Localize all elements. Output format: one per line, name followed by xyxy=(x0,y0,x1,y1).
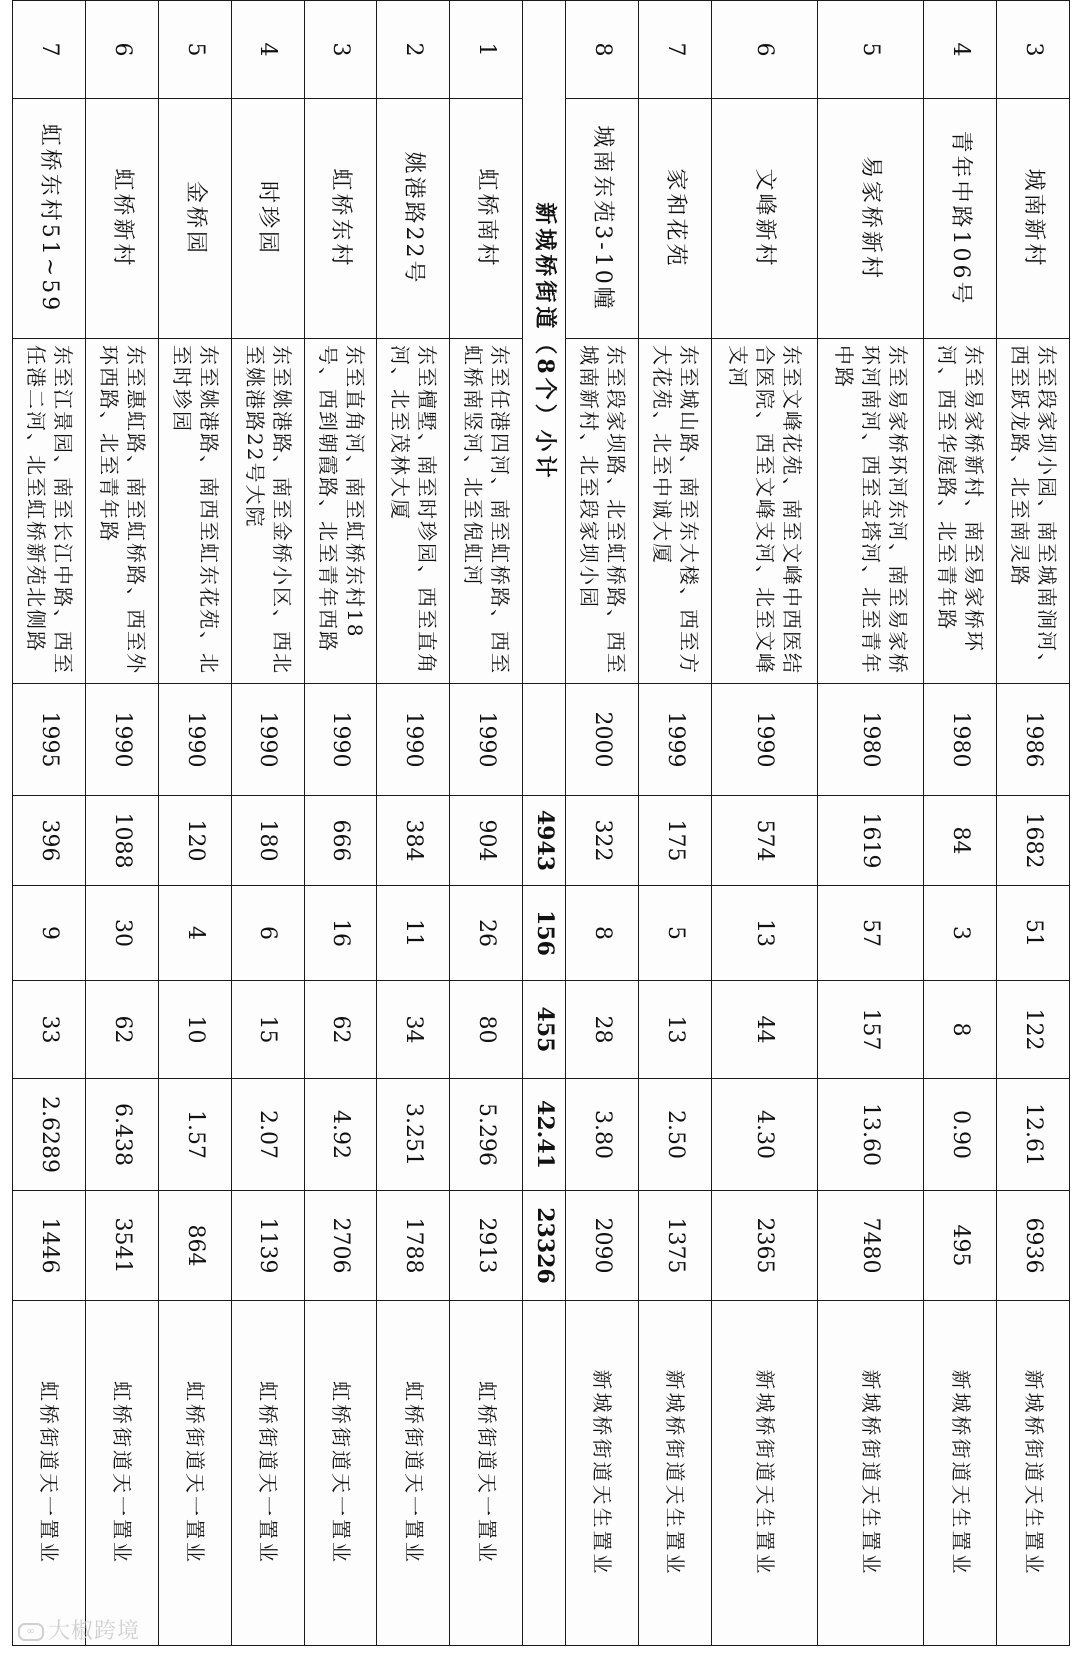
cell-buildings: 30 xyxy=(85,886,158,981)
cell-name: 虹桥东村 xyxy=(304,99,377,339)
cell-unit: 新城桥街道天生置业 xyxy=(997,1301,1070,1646)
cell-unit: 新城桥街道天生置业 xyxy=(566,1301,639,1646)
cell-buildings: 5 xyxy=(638,886,711,981)
cell-name: 虹桥东村51~59 xyxy=(13,99,86,339)
subtotal-area: 42.41 xyxy=(523,1079,566,1191)
cell-units: 62 xyxy=(304,981,377,1079)
cell-no: 6 xyxy=(711,1,817,99)
cell-year: 1990 xyxy=(711,684,817,796)
cell-buildings: 8 xyxy=(566,886,639,981)
cell-year: 2000 xyxy=(566,684,639,796)
cell-units: 10 xyxy=(158,981,231,1079)
cell-name: 家和花苑 xyxy=(638,99,711,339)
cell-name: 城南东苑3-10幢 xyxy=(566,99,639,339)
cell-year: 1995 xyxy=(13,684,86,796)
cell-unit: 虹桥街道天一置业 xyxy=(13,1301,86,1646)
cell-units: 62 xyxy=(85,981,158,1079)
cell-population: 6936 xyxy=(997,1191,1070,1301)
cell-units: 80 xyxy=(450,981,523,1079)
cell-households: 396 xyxy=(13,796,86,886)
cell-no: 5 xyxy=(158,1,231,99)
cell-year: 1990 xyxy=(450,684,523,796)
cell-units: 122 xyxy=(997,981,1070,1079)
cell-scope: 东至直角河、南至虹桥东村18号、西到朝霞路、北至青年西路 xyxy=(304,339,377,684)
cell-no: 4 xyxy=(231,1,304,99)
cell-area: 4.30 xyxy=(711,1079,817,1191)
cell-unit: 新城桥街道天生置业 xyxy=(924,1301,997,1646)
table-row xyxy=(377,1,450,1646)
cell-households: 666 xyxy=(304,796,377,886)
watermark-text: 大椒跨境 xyxy=(48,1619,141,1644)
cell-area: 5.296 xyxy=(450,1079,523,1191)
cell-unit: 新城桥街道天生置业 xyxy=(818,1301,924,1646)
cell-units: 157 xyxy=(818,981,924,1079)
cell-year: 1990 xyxy=(231,684,304,796)
document-sheet xyxy=(12,0,1070,1645)
cell-no: 7 xyxy=(13,1,86,99)
cell-no: 1 xyxy=(450,1,523,99)
cell-name: 城南新村 xyxy=(997,99,1070,339)
cell-area: 2.50 xyxy=(638,1079,711,1191)
table-row xyxy=(231,1,304,1646)
cell-scope: 东至姚港路、南至金桥小区、西北至姚港路22号大院 xyxy=(231,339,304,684)
subtotal-population: 23326 xyxy=(523,1191,566,1301)
subtotal-buildings: 156 xyxy=(523,886,566,981)
cell-no: 4 xyxy=(924,1,997,99)
cell-name: 金桥园 xyxy=(158,99,231,339)
cell-households: 1682 xyxy=(997,796,1070,886)
cell-households: 1619 xyxy=(818,796,924,886)
cell-scope: 东至易家桥环河东河、南至易家桥环河南河、西至宝塔河、北至青年中路 xyxy=(818,339,924,684)
cell-area: 12.61 xyxy=(997,1079,1070,1191)
cell-households: 384 xyxy=(377,796,450,886)
cell-population: 1139 xyxy=(231,1191,304,1301)
community-table xyxy=(12,0,1070,1646)
cell-no: 7 xyxy=(638,1,711,99)
cell-name: 虹桥新村 xyxy=(85,99,158,339)
cell-year: 1986 xyxy=(997,684,1070,796)
cell-scope: 东至姚港路、南西至虹东花苑、北至时珍园 xyxy=(158,339,231,684)
cell-no: 8 xyxy=(566,1,639,99)
cell-area: 2.07 xyxy=(231,1079,304,1191)
cell-buildings: 16 xyxy=(304,886,377,981)
cell-unit: 新城桥街道天生置业 xyxy=(638,1301,711,1646)
table-row xyxy=(13,1,86,1646)
cell-area: 3.80 xyxy=(566,1079,639,1191)
cell-buildings: 6 xyxy=(231,886,304,981)
cell-households: 120 xyxy=(158,796,231,886)
cell-households: 1088 xyxy=(85,796,158,886)
cell-area: 2.6289 xyxy=(13,1079,86,1191)
cell-area: 1.57 xyxy=(158,1079,231,1191)
cell-unit: 新城桥街道天生置业 xyxy=(711,1301,817,1646)
cell-name: 文峰新村 xyxy=(711,99,817,339)
cell-year: 1990 xyxy=(377,684,450,796)
cell-buildings: 57 xyxy=(818,886,924,981)
table-row xyxy=(924,1,997,1646)
cell-units: 34 xyxy=(377,981,450,1079)
cell-households: 322 xyxy=(566,796,639,886)
cell-households: 904 xyxy=(450,796,523,886)
cell-scope: 东至惠虹路、南至虹桥路、西至外环西路、北至青年路 xyxy=(85,339,158,684)
table-row xyxy=(85,1,158,1646)
cell-population: 7480 xyxy=(818,1191,924,1301)
cell-population: 2913 xyxy=(450,1191,523,1301)
cell-scope: 东至任港四河、南至虹桥路、西至虹桥南竖河、北至倪虹河 xyxy=(450,339,523,684)
subtotal-units: 455 xyxy=(523,981,566,1079)
cell-scope: 东至易家桥新村、南至易家桥环河、西至华庭路、北至青年路 xyxy=(924,339,997,684)
cell-units: 28 xyxy=(566,981,639,1079)
cell-units: 15 xyxy=(231,981,304,1079)
cell-units: 8 xyxy=(924,981,997,1079)
cell-unit: 虹桥街道天一置业 xyxy=(304,1301,377,1646)
cell-name: 姚港路22号 xyxy=(377,99,450,339)
subtotal-label: 新城桥街道（8个）小计 xyxy=(523,1,566,684)
cell-population: 2090 xyxy=(566,1191,639,1301)
table-row xyxy=(304,1,377,1646)
cell-scope: 东至城山路、南至东大楼、西至方大花苑、北至中诚大厦 xyxy=(638,339,711,684)
cell-year: 1990 xyxy=(85,684,158,796)
subtotal-unit xyxy=(523,1301,566,1646)
cell-unit: 虹桥街道天一置业 xyxy=(85,1301,158,1646)
cell-unit: 虹桥街道天一置业 xyxy=(450,1301,523,1646)
cell-units: 44 xyxy=(711,981,817,1079)
cell-area: 3.251 xyxy=(377,1079,450,1191)
cell-no: 2 xyxy=(377,1,450,99)
cell-buildings: 26 xyxy=(450,886,523,981)
cell-population: 1446 xyxy=(13,1191,86,1301)
cell-year: 1990 xyxy=(158,684,231,796)
subtotal-row xyxy=(523,1,566,1646)
cell-area: 13.60 xyxy=(818,1079,924,1191)
cell-name: 虹桥南村 xyxy=(450,99,523,339)
cell-no: 5 xyxy=(818,1,924,99)
cell-units: 13 xyxy=(638,981,711,1079)
cell-unit: 虹桥街道天一置业 xyxy=(377,1301,450,1646)
cell-population: 495 xyxy=(924,1191,997,1301)
table-row xyxy=(566,1,639,1646)
cell-scope: 东至文峰花苑、南至文峰中西医结合医院、西至文峰支河、北至文峰支河 xyxy=(711,339,817,684)
subtotal-households: 4943 xyxy=(523,796,566,886)
cell-buildings: 11 xyxy=(377,886,450,981)
table-row xyxy=(711,1,817,1646)
subtotal-year xyxy=(523,684,566,796)
cell-buildings: 9 xyxy=(13,886,86,981)
cell-unit: 虹桥街道天一置业 xyxy=(231,1301,304,1646)
table-row xyxy=(450,1,523,1646)
cell-scope: 东至段家坝小园、南至城南涧河、西至跃龙路、北至南灵路 xyxy=(997,339,1070,684)
cell-no: 3 xyxy=(304,1,377,99)
cell-units: 33 xyxy=(13,981,86,1079)
cell-no: 3 xyxy=(997,1,1070,99)
table-row xyxy=(638,1,711,1646)
cell-population: 864 xyxy=(158,1191,231,1301)
cell-households: 175 xyxy=(638,796,711,886)
cell-name: 易家桥新村 xyxy=(818,99,924,339)
table-row xyxy=(997,1,1070,1646)
watermark-logo-icon: ∞ xyxy=(18,1623,44,1641)
table-row xyxy=(818,1,924,1646)
cell-area: 0.90 xyxy=(924,1079,997,1191)
cell-buildings: 3 xyxy=(924,886,997,981)
cell-scope: 东至江景园、南至长江中路、西至任港二河、北至虹桥新苑北侧路 xyxy=(13,339,86,684)
cell-population: 1788 xyxy=(377,1191,450,1301)
cell-population: 3541 xyxy=(85,1191,158,1301)
cell-population: 2706 xyxy=(304,1191,377,1301)
cell-buildings: 4 xyxy=(158,886,231,981)
cell-year: 1999 xyxy=(638,684,711,796)
cell-households: 84 xyxy=(924,796,997,886)
cell-unit: 虹桥街道天一置业 xyxy=(158,1301,231,1646)
cell-name: 青年中路106号 xyxy=(924,99,997,339)
rotated-table-wrapper xyxy=(12,0,1070,1645)
cell-area: 6.438 xyxy=(85,1079,158,1191)
cell-name: 时珍园 xyxy=(231,99,304,339)
cell-year: 1990 xyxy=(304,684,377,796)
cell-scope: 东至檀墅、南至时珍园、西至直角河、北至茂林大厦 xyxy=(377,339,450,684)
cell-households: 574 xyxy=(711,796,817,886)
table-row xyxy=(158,1,231,1646)
cell-no: 6 xyxy=(85,1,158,99)
cell-year: 1980 xyxy=(924,684,997,796)
cell-population: 1375 xyxy=(638,1191,711,1301)
cell-households: 180 xyxy=(231,796,304,886)
cell-buildings: 13 xyxy=(711,886,817,981)
cell-population: 2365 xyxy=(711,1191,817,1301)
cell-scope: 东至段家坝路、北至虹桥路、西至城南新村、北至段家坝小园 xyxy=(566,339,639,684)
watermark xyxy=(18,1614,140,1645)
cell-year: 1980 xyxy=(818,684,924,796)
cell-area: 4.92 xyxy=(304,1079,377,1191)
cell-buildings: 51 xyxy=(997,886,1070,981)
